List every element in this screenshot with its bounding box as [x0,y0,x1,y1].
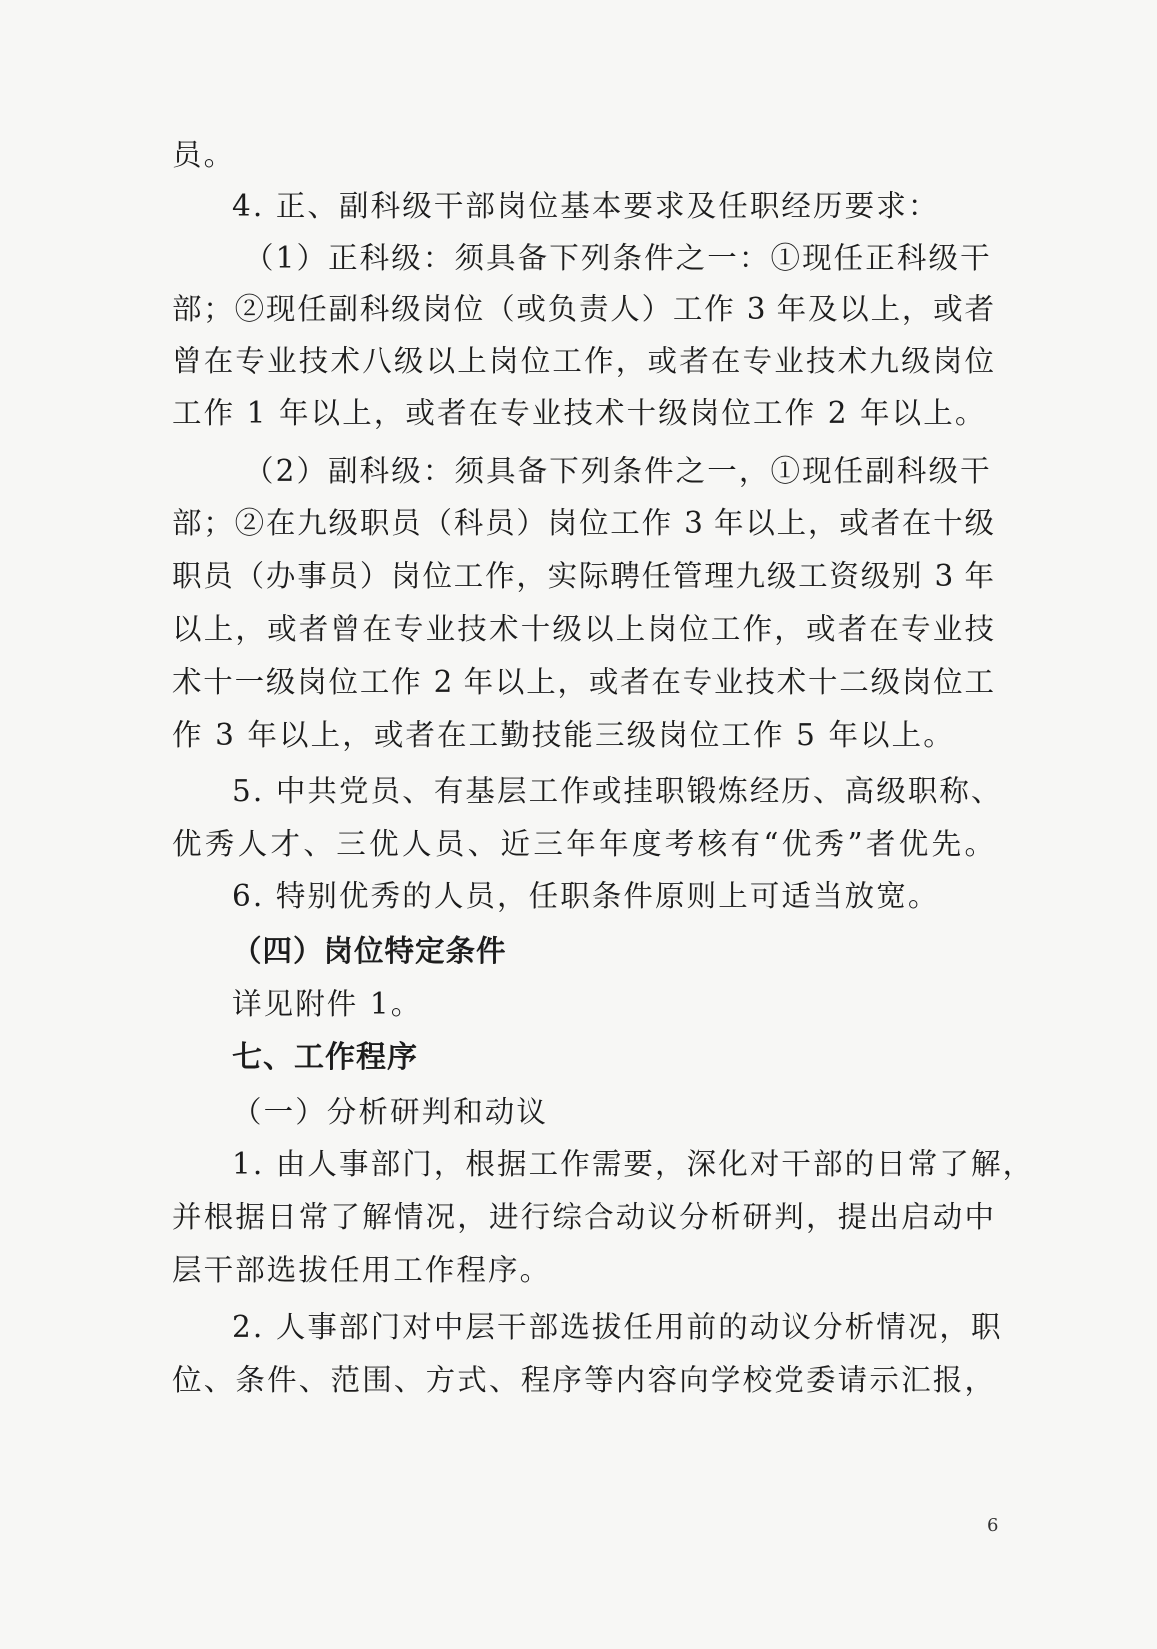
text-line: 详见附件 1。 [232,987,423,1021]
text-line: （1）正科级：须具备下列条件之一：①现任正科级干 [244,241,992,275]
text-line: 1. 由人事部门，根据工作需要，深化对干部的日常了解， [232,1147,1035,1181]
page-number: 6 [987,1515,999,1536]
text-line: 2. 人事部门对中层干部选拔任用前的动议分析情况，职 [232,1310,1003,1344]
text-line: 部；②现任副科级岗位（或负责人）工作 3 年及以上，或者 [172,292,994,326]
text-line: 部；②在九级职员（科员）岗位工作 3 年以上，或者在十级 [172,506,994,540]
text-line: 4. 正、副科级干部岗位基本要求及任职经历要求： [232,189,940,223]
text-line: 以上，或者曾在专业技术十级以上岗位工作，或者在专业技 [172,612,994,646]
text-line: 优秀人才、三优人员、近三年年度考核有“优秀”者优先。 [172,827,994,861]
subsection-heading: （一）分析研判和动议 [232,1095,549,1129]
text-line: （2）副科级：须具备下列条件之一，①现任副科级干 [244,454,992,488]
text-line: 曾在专业技术八级以上岗位工作，或者在专业技术九级岗位 [172,344,994,378]
text-line: 职员（办事员）岗位工作，实际聘任管理九级工资级别 3 年 [172,559,994,593]
text-line: 并根据日常了解情况，进行综合动议分析研判，提出启动中 [172,1200,994,1234]
text-line: 术十一级岗位工作 2 年以上，或者在专业技术十二级岗位工 [172,665,994,699]
text-line: 员。 [172,138,236,172]
text-line: 6. 特别优秀的人员，任职条件原则上可适当放宽。 [232,879,940,913]
text-line: 层干部选拔任用工作程序。 [172,1253,552,1287]
text-line: 位、条件、范围、方式、程序等内容向学校党委请示汇报， [172,1363,994,1397]
text-line: 工作 1 年以上，或者在专业技术十级岗位工作 2 年以上。 [172,396,987,430]
text-line: 作 3 年以上，或者在工勤技能三级岗位工作 5 年以上。 [172,718,955,752]
text-line: 5. 中共党员、有基层工作或挂职锻炼经历、高级职称、 [232,774,1003,808]
chapter-heading: 七、工作程序 [232,1040,418,1075]
section-heading: （四）岗位特定条件 [232,934,507,968]
